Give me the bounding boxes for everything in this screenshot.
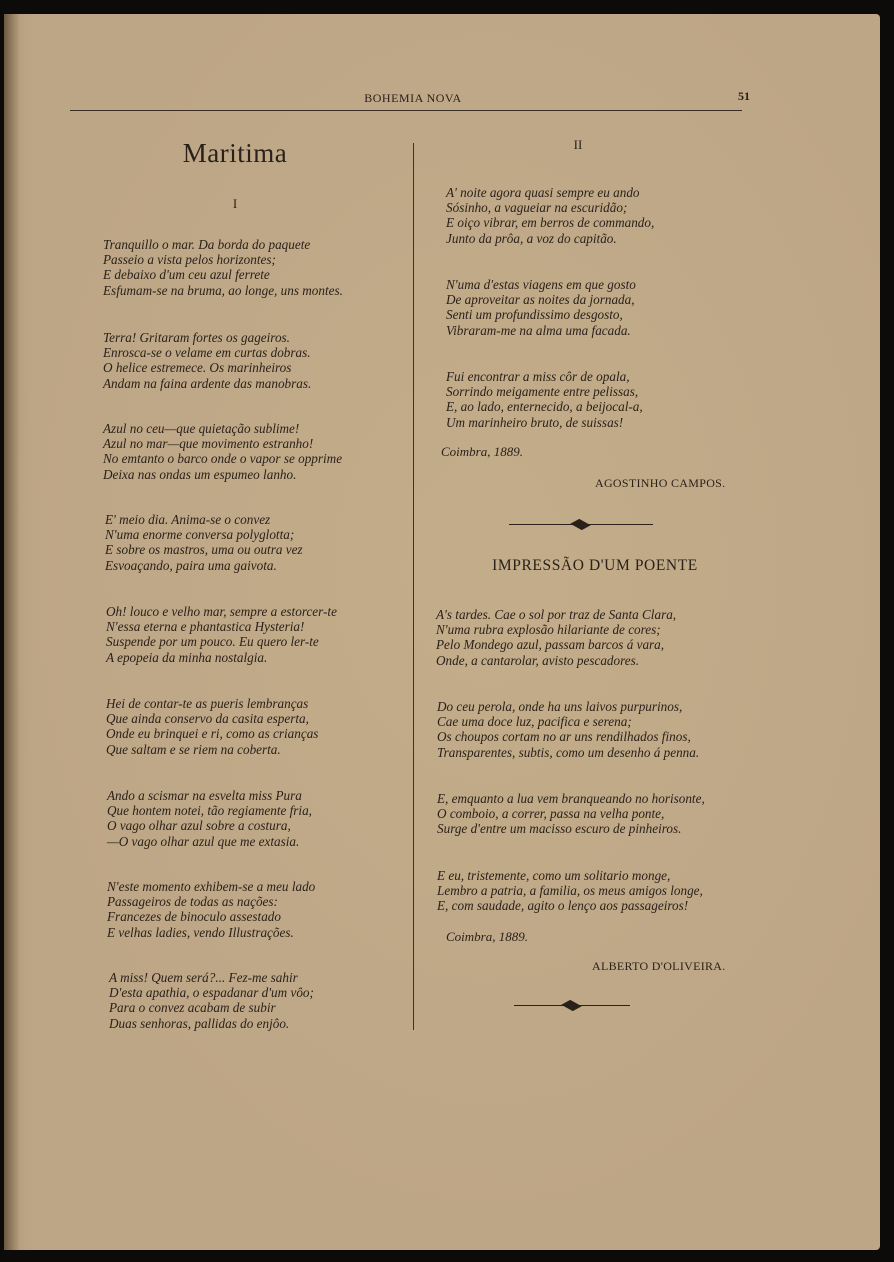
stanza [446, 277, 636, 338]
stanza [437, 699, 699, 760]
stanza [107, 788, 312, 849]
verse-line: A miss! Quem será?... Fez-me sahir [109, 970, 298, 985]
verse-line: E' meio dia. Anima-se o convez [105, 512, 271, 527]
verse-line: A' noite agora quasi sempre eu ando [446, 185, 640, 200]
verse-line: E, com saudade, agito o lenço aos passageiros! [437, 898, 689, 914]
poem-title-impressao: IMPRESSÃO D'UM POENTE [492, 557, 698, 574]
verse-line: Um marinheiro bruto, de suissas! [446, 414, 624, 430]
verse-line: Os choupos cortam no ar uns rendilhados finos, [437, 729, 691, 745]
verse-line: E, ao lado, enternecido, a beijocal-a, [446, 399, 643, 415]
verse-line: D'esta apathia, o espadanar d'um vôo; [109, 985, 314, 1001]
verse-line: Tranquillo o mar. Da borda do paquete [103, 237, 311, 252]
verse-line: Cae uma doce luz, pacifica e serena; [437, 714, 632, 730]
verse-line: N'uma rubra explosão hilariante de cores; [436, 622, 661, 638]
verse-line: Deixa nas ondas um espumeo lanho. [103, 466, 297, 482]
stanza [437, 791, 705, 837]
part-numeral-1: I [232, 196, 238, 211]
verse-line: E eu, tristemente, como um solitario monge, [437, 868, 671, 883]
verse-line: Fui encontrar a miss côr de opala, [446, 369, 630, 384]
verse-line: N'uma d'estas viagens em que gosto [446, 277, 636, 292]
verse-line: Hei de contar-te as pueris lembranças [106, 696, 309, 711]
verse-line: Sorrindo meigamente entre pelissas, [446, 384, 639, 400]
stanza [103, 421, 342, 482]
verse-line: Francezes de binoculo assestado [107, 909, 281, 925]
verse-line: Esfumam-se na bruma, ao longe, uns montes. [103, 282, 343, 298]
verse-line: Esvoaçando, paira uma gaivota. [105, 557, 277, 573]
verse-line: Onde, a cantarolar, avisto pescadores. [436, 652, 640, 668]
verse-line: N'uma enorme conversa polyglotta; [105, 527, 295, 543]
verse-line: Passeio a vista pelos horizontes; [103, 252, 276, 268]
ornament-diamond [561, 1000, 581, 1011]
separator-ornament-bottom [514, 1001, 630, 1011]
verse-line: Que saltam e se riem na coberta. [106, 741, 281, 757]
verse-line: Vibraram-me na alma uma facada. [446, 322, 631, 338]
verse-line: E velhas ladies, vendo Illustrações. [107, 924, 294, 940]
verse-line: Passageiros de todas as nações: [107, 894, 278, 910]
verse-line: Enrosca-se o velame em curtas dobras. [103, 345, 311, 361]
stanza [446, 185, 654, 246]
verse-line: Andam na faina ardente das manobras. [103, 375, 312, 391]
verse-line: Para o convez acabam de subir [109, 1000, 276, 1016]
verse-line: A epopeia da minha nostalgia. [106, 649, 268, 665]
verse-line: O helice estremece. Os marinheiros [103, 360, 292, 376]
verse-line: Azul no ceu—que quietação sublime! [103, 421, 300, 436]
verse-line: A's tardes. Cae o sol por traz de Santa Clara, [436, 607, 677, 622]
verse-line: O comboio, a correr, passa na velha ponte, [437, 806, 665, 822]
verse-line: —O vago olhar azul que me extasia. [107, 833, 300, 849]
stanza [436, 607, 676, 668]
separator-ornament [509, 520, 653, 530]
verse-line: No emtanto o barco onde o vapor se opprime [103, 451, 343, 467]
stanza [103, 330, 311, 391]
verse-line: Azul no mar—que movimento estranho! [103, 436, 314, 452]
verse-line: Suspende por um pouco. Eu quero ler-te [106, 634, 319, 650]
verse-line: Que hontem notei, tão regiamente fria, [107, 803, 312, 819]
verse-line: E oiço vibrar, em berros de commando, [446, 215, 655, 231]
verse-line: Terra! Gritaram fortes os gageiros. [103, 330, 290, 345]
verse-line: Junto da prôa, a voz do capitão. [446, 230, 617, 246]
stanza [107, 879, 315, 940]
verse-line: E debaixo d'um ceu azul ferrete [103, 267, 270, 283]
verse-line: N'este momento exhibem-se a meu lado [107, 879, 316, 894]
verse-line: Do ceu perola, onde ha uns laivos purpurinos, [437, 699, 683, 714]
verse-line: Transparentes, subtis, como um desenho á penna. [437, 744, 700, 760]
verse-line: Lembro a patria, a familia, os meus amigos longe, [437, 883, 703, 899]
verse-line: Onde eu brinquei e ri, como as crianças [106, 726, 319, 742]
page-gutter-shadow [4, 14, 20, 1250]
verse-line: Oh! louco e velho mar, sempre a estorcer-te [106, 604, 337, 619]
stanza [106, 696, 318, 757]
maritima-author: AGOSTINHO CAMPOS. [595, 476, 726, 490]
verse-line: N'essa eterna e phantastica Hysteria! [106, 619, 305, 635]
verse-line: Sósinho, a vagueiar na escuridão; [446, 200, 628, 216]
verse-line: E, emquanto a lua vem branqueando no horisonte, [437, 791, 705, 806]
stanza [106, 604, 337, 665]
verse-line: Senti um profundissimo desgosto, [446, 307, 623, 323]
ornament-diamond [570, 519, 590, 530]
verse-line: O vago olhar azul sobre a costura, [107, 818, 291, 834]
stanza [437, 868, 703, 914]
stanza [446, 369, 643, 430]
verse-line: Que ainda conservo da casita esperta, [106, 711, 309, 727]
verse-line: Pelo Mondego azul, passam barcos á vara, [436, 637, 665, 653]
stanza [105, 512, 303, 573]
poem-title-maritima: Maritima [182, 138, 288, 168]
page-number: 51 [738, 89, 750, 103]
verse-line: De aproveitar as noites da jornada, [446, 292, 635, 308]
header-rule [70, 110, 742, 111]
part-numeral-2: II [573, 137, 583, 152]
verse-line: E sobre os mastros, uma ou outra vez [105, 542, 303, 558]
impressao-place-date: Coimbra, 1889. [446, 929, 528, 944]
verse-line: Duas senhoras, pallidas do enjôo. [109, 1015, 290, 1031]
stanza [103, 237, 343, 298]
column-divider [413, 143, 414, 1030]
journal-title: BOHEMIA NOVA [364, 91, 462, 105]
maritima-place-date: Coimbra, 1889. [441, 444, 523, 459]
verse-line: Surge d'entre um macisso escuro de pinheiros. [437, 821, 682, 837]
verse-line: Ando a scismar na esvelta miss Pura [107, 788, 302, 803]
impressao-author: ALBERTO D'OLIVEIRA. [592, 959, 726, 973]
stanza [109, 970, 314, 1031]
